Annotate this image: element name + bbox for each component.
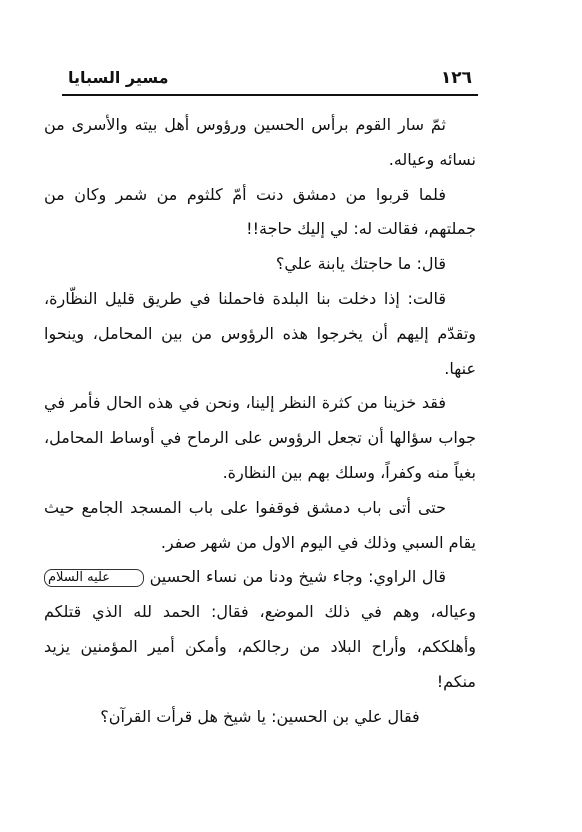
paragraph-7-end: وعياله، وهم في ذلك الموضع، فقال: الحمد لله الذي قتلكم وأهلككم، وأراح البلاد من رجالكم، وأمكن أمير المؤمنين يزيد منكم! (44, 602, 476, 691)
paragraph-1: ثمّ سار القوم برأس الحسين ورؤوس أهل بيته والأسرى من نسائه وعياله. (44, 115, 476, 169)
paragraph-7-start: قال الراوي: وجاء شيخ ودنا من نساء الحسين (149, 567, 446, 587)
paragraph-2: فلما قربوا من دمشق دنت أمّ كلثوم من شمر وكان من جملتهم، فقالت له: لي إليك حاجة!! (44, 184, 476, 239)
page-header (62, 66, 478, 92)
body-text (44, 108, 476, 734)
paragraph-7 (44, 560, 476, 699)
paragraph-3: قال: ما حاجتك يابنة علي؟ (275, 254, 446, 274)
paragraph-5: فقد خزينا من كثرة النظر إلينا، ونحن في هذه الحال فأمر في جواب سؤالها أن تجعل الرؤوس على الرماح في أوساط المحامل، بغياً منه وكفراً، وسلك بهم بين النظارة. (44, 393, 476, 482)
paragraph-8: فقال علي بن الحسين: يا شيخ هل قرأت القرآن؟ (100, 706, 420, 726)
page-number: ١٢٦ (440, 68, 472, 88)
honorific-symbol: عليه السلام (44, 569, 144, 587)
paragraph-4: قالت: إذا دخلت بنا البلدة فاحملنا في طريق قليل النظّارة، وتقدّم إليهم أن يخرجوا هذه الرؤوس من بين المحامل، وينحوا عنها. (44, 288, 476, 378)
paragraph-6: حتى أتى باب دمشق فوقفوا على باب المسجد الجامع حيث يقام السبي وذلك في اليوم الاول من شهر صفر. (44, 497, 476, 552)
running-title: مسير السبايا (68, 68, 169, 87)
header-rule (62, 94, 478, 96)
